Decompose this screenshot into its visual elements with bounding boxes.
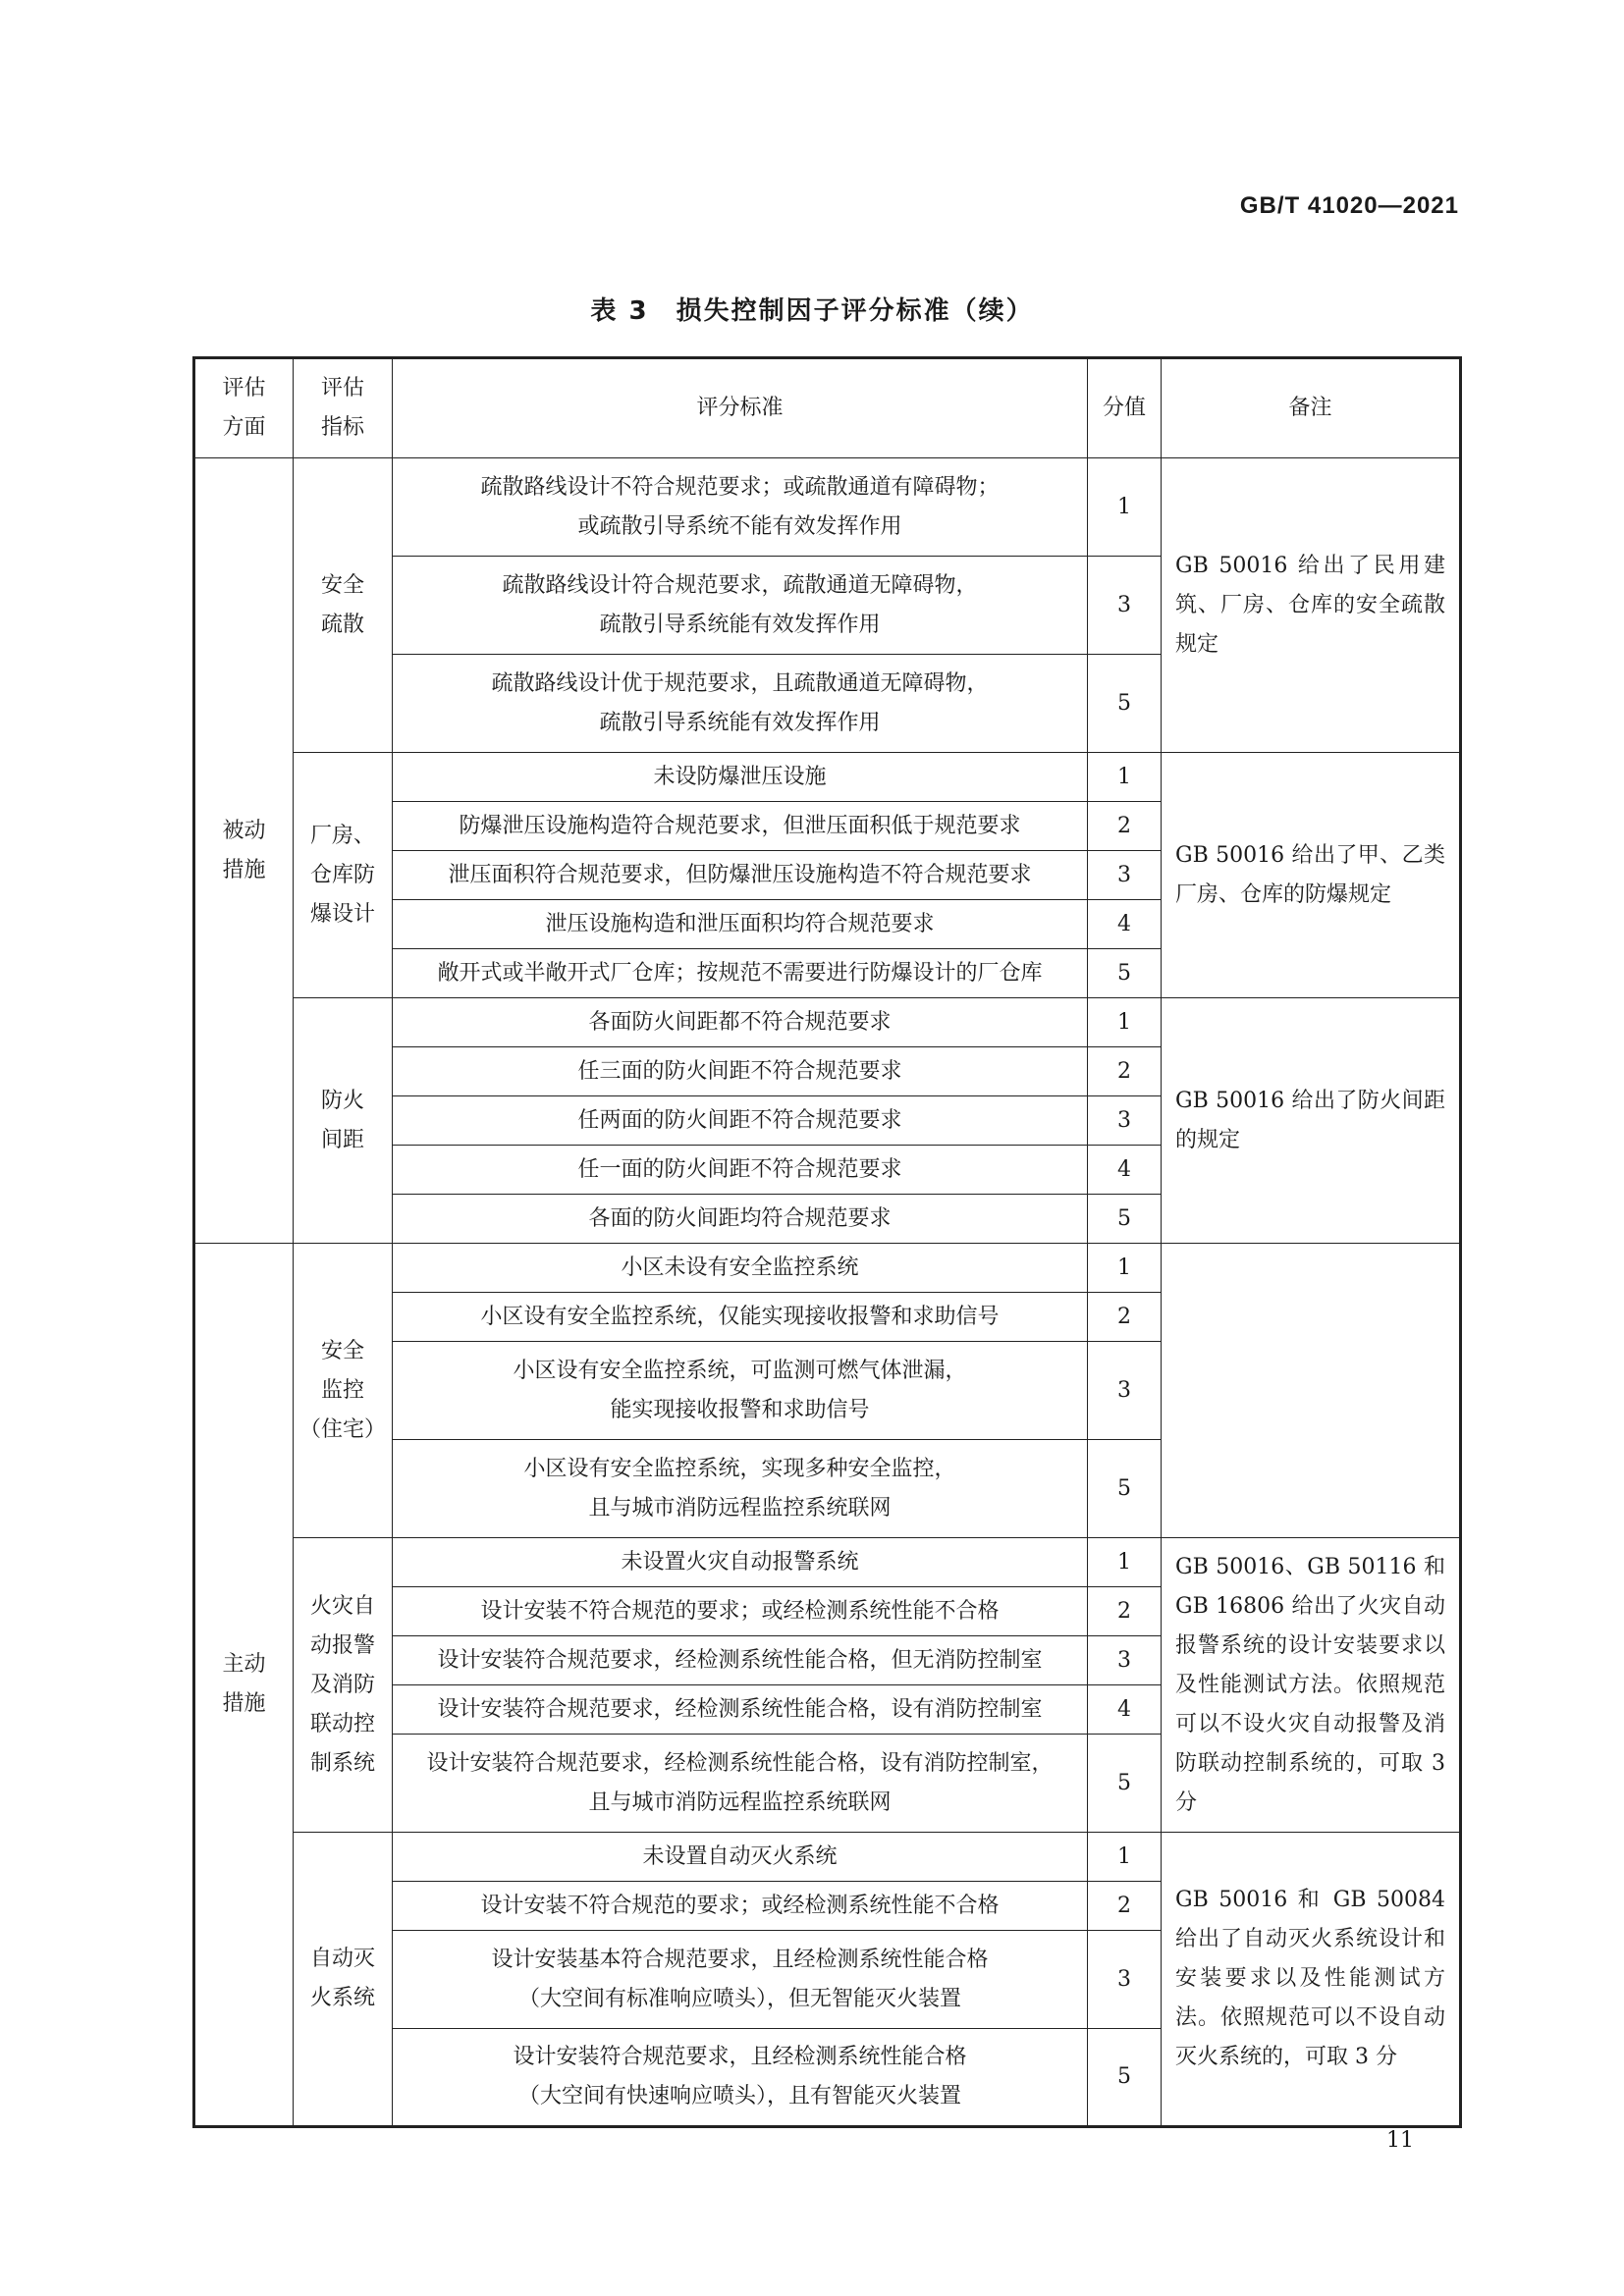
text-line: 安全: [320, 572, 364, 598]
text-line: 设计安装基本符合规范要求，且经检测系统性能合格: [491, 1947, 989, 1972]
col-header-aspect: 评估 方面: [194, 358, 294, 458]
criteria-cell: [393, 1440, 1088, 1538]
text-line: 疏散引导系统能有效发挥作用: [599, 710, 881, 735]
table-row: [194, 1244, 1461, 1293]
score-cell: 1: [1088, 998, 1162, 1047]
col-header-score: 分值: [1088, 358, 1162, 458]
criteria-cell: [393, 949, 1088, 998]
text-line: 及消防: [309, 1672, 375, 1697]
text-line: 厂房、: [309, 823, 375, 848]
text-line: 设计安装符合规范要求，经检测系统性能合格，设有消防控制室，: [426, 1750, 1054, 1776]
text-line: 间距: [320, 1127, 364, 1152]
criteria-cell: [393, 998, 1088, 1047]
text-line: 防火: [320, 1088, 364, 1113]
indicator-cell: [294, 1833, 393, 2127]
text-line: 设计安装符合规范要求，经检测系统性能合格，但无消防控制室: [437, 1647, 1043, 1673]
text-line: 防爆泄压设施构造符合规范要求，但泄压面积低于规范要求: [459, 813, 1021, 838]
text-line: 爆设计: [309, 901, 375, 927]
remark-cell: GB 50016、GB 50116 和 GB 16806 给出了火灾自动报警系统的设计安装要求以及性能测试方法。依照规范可以不设火灾自动报警及消防联动控制系统的，可取 3 分: [1162, 1538, 1461, 1833]
text-line: 泄压设施构造和泄压面积均符合规范要求: [545, 911, 935, 936]
criteria-cell: [393, 1931, 1088, 2029]
criteria-cell: [393, 557, 1088, 655]
score-cell: 3: [1088, 1931, 1162, 2029]
text-line: 能实现接收报警和求助信号: [610, 1397, 870, 1422]
text-line: （大空间有快速响应喷头），且有智能灭火装置: [517, 2084, 961, 2109]
score-cell: 3: [1088, 1636, 1162, 1685]
text-line: 联动控: [309, 1711, 375, 1736]
criteria-cell: [393, 458, 1088, 557]
table-body: [194, 458, 1461, 2127]
criteria-cell: [393, 1833, 1088, 1882]
criteria-cell: [393, 1342, 1088, 1440]
text-line: 且与城市消防远程监控系统联网: [588, 1495, 892, 1521]
criteria-cell: [393, 1146, 1088, 1195]
score-cell: 2: [1088, 1882, 1162, 1931]
criteria-cell: [393, 1587, 1088, 1636]
indicator-cell: [294, 753, 393, 998]
criteria-cell: [393, 1244, 1088, 1293]
text-line: 动报警: [309, 1632, 375, 1658]
text-line: 安全: [320, 1338, 364, 1363]
indicator-cell: [294, 1538, 393, 1833]
score-cell: 4: [1088, 1146, 1162, 1195]
criteria-cell: [393, 655, 1088, 753]
standard-number: GB/T 41020—2021: [1239, 192, 1459, 219]
text-line: 任一面的防火间距不符合规范要求: [577, 1156, 902, 1182]
text-line: 小区设有安全监控系统，仅能实现接收报警和求助信号: [480, 1304, 1000, 1329]
table-row: [194, 458, 1461, 557]
criteria-cell: [393, 802, 1088, 851]
aspect-cell: [194, 1244, 294, 2127]
criteria-cell: [393, 1636, 1088, 1685]
score-cell: 5: [1088, 1195, 1162, 1244]
score-cell: 3: [1088, 557, 1162, 655]
remark-cell: GB 50016 给出了民用建筑、厂房、仓库的安全疏散规定: [1162, 458, 1461, 753]
score-cell: 3: [1088, 851, 1162, 900]
text-line: 监控: [320, 1377, 364, 1403]
text-line: 设计安装符合规范要求，且经检测系统性能合格: [513, 2045, 967, 2069]
text-line: 小区设有安全监控系统，可监测可燃气体泄漏，: [513, 1358, 967, 1383]
text-line: 主动: [222, 1652, 266, 1677]
table-row: [194, 753, 1461, 802]
text-line: 被动: [222, 818, 266, 843]
criteria-cell: [393, 753, 1088, 802]
score-cell: 1: [1088, 753, 1162, 802]
indicator-cell: [294, 998, 393, 1244]
text-line: 或疏散引导系统不能有效发挥作用: [577, 513, 902, 539]
score-cell: 3: [1088, 1342, 1162, 1440]
score-cell: 4: [1088, 900, 1162, 949]
header-row: [194, 358, 1461, 458]
text-line: 各面防火间距都不符合规范要求: [588, 1009, 892, 1035]
col-header-indicator: 评估 指标: [294, 358, 393, 458]
text-line: 小区未设有安全监控系统: [621, 1255, 859, 1280]
remark-cell: GB 50016 给出了甲、乙类厂房、仓库的防爆规定: [1162, 753, 1461, 998]
text-line: 疏散引导系统能有效发挥作用: [599, 612, 881, 637]
score-cell: 2: [1088, 802, 1162, 851]
text-line: 仓库防: [309, 862, 375, 887]
criteria-cell: [393, 1685, 1088, 1735]
text-line: 未设置自动灭火系统: [642, 1843, 838, 1869]
text-line: 未设防爆泄压设施: [653, 764, 827, 789]
criteria-cell: [393, 1735, 1088, 1833]
score-cell: 5: [1088, 655, 1162, 753]
criteria-cell: [393, 851, 1088, 900]
col-header-remark: 备注: [1162, 358, 1461, 458]
text-line: 泄压面积符合规范要求，但防爆泄压设施构造不符合规范要求: [448, 862, 1032, 887]
text-line: 自动灭: [309, 1947, 375, 1971]
table-row: [194, 1833, 1461, 1882]
table-row: [194, 1538, 1461, 1587]
score-cell: 4: [1088, 1685, 1162, 1735]
text-line: 设计安装符合规范要求，经检测系统性能合格，设有消防控制室: [437, 1696, 1043, 1722]
text-line: 且与城市消防远程监控系统联网: [588, 1789, 892, 1815]
score-cell: 1: [1088, 1538, 1162, 1587]
text-line: （住宅）: [299, 1416, 387, 1442]
criteria-cell: [393, 1293, 1088, 1342]
text-line: 措施: [222, 857, 266, 882]
remark-cell: GB 50016 给出了防火间距的规定: [1162, 998, 1461, 1244]
text-line: 火灾自: [309, 1593, 375, 1619]
text-line: 疏散路线设计优于规范要求，且疏散通道无障碍物，: [491, 670, 989, 696]
text-line: 各面的防火间距均符合规范要求: [588, 1205, 892, 1231]
text-line: 措施: [222, 1691, 266, 1716]
table-row: [194, 998, 1461, 1047]
remark-cell: GB 50016 和 GB 50084 给出了自动灭火系统设计和安装要求以及性能测试方法。依照规范可以不设自动灭火系统的，可取 3 分: [1162, 1833, 1461, 2127]
text-line: 疏散: [320, 612, 364, 637]
score-cell: 2: [1088, 1587, 1162, 1636]
criteria-cell: [393, 1047, 1088, 1096]
text-line: 任两面的防火间距不符合规范要求: [577, 1107, 902, 1133]
score-cell: 5: [1088, 1440, 1162, 1538]
remark-cell: [1162, 1244, 1461, 1538]
scoring-table: [192, 356, 1462, 2128]
score-cell: 5: [1088, 949, 1162, 998]
aspect-cell: [194, 458, 294, 1244]
text-line: 任三面的防火间距不符合规范要求: [577, 1058, 902, 1084]
score-cell: 5: [1088, 1735, 1162, 1833]
score-cell: 3: [1088, 1096, 1162, 1146]
text-line: 疏散路线设计不符合规范要求；或疏散通道有障碍物；: [480, 474, 1000, 500]
col-header-criteria: 评分标准: [393, 358, 1088, 458]
score-cell: 2: [1088, 1293, 1162, 1342]
text-line: 敞开式或半敞开式厂仓库；按规范不需要进行防爆设计的厂仓库: [437, 960, 1043, 986]
criteria-cell: [393, 2029, 1088, 2127]
text-line: （大空间有标准响应喷头），但无智能灭火装置: [517, 1986, 961, 2011]
text-line: 未设置火灾自动报警系统: [621, 1549, 859, 1575]
text-line: 设计安装不符合规范的要求；或经检测系统性能不合格: [480, 1893, 1000, 1918]
criteria-cell: [393, 1882, 1088, 1931]
page-number: 11: [1386, 2128, 1414, 2153]
criteria-cell: [393, 1195, 1088, 1244]
text-line: 火系统: [309, 1986, 375, 2010]
criteria-cell: [393, 1096, 1088, 1146]
score-cell: 2: [1088, 1047, 1162, 1096]
criteria-cell: [393, 1538, 1088, 1587]
text-line: 制系统: [309, 1750, 375, 1776]
score-cell: 1: [1088, 1244, 1162, 1293]
text-line: 小区设有安全监控系统，实现多种安全监控，: [523, 1456, 956, 1481]
indicator-cell: [294, 458, 393, 753]
text-line: 疏散路线设计符合规范要求，疏散通道无障碍物，: [502, 572, 978, 598]
score-cell: 5: [1088, 2029, 1162, 2127]
table-title: 表 3 损失控制因子评分标准（续）: [590, 296, 1034, 326]
score-cell: 1: [1088, 458, 1162, 557]
text-line: 设计安装不符合规范的要求；或经检测系统性能不合格: [480, 1598, 1000, 1624]
criteria-cell: [393, 900, 1088, 949]
score-cell: 1: [1088, 1833, 1162, 1882]
indicator-cell: [294, 1244, 393, 1538]
